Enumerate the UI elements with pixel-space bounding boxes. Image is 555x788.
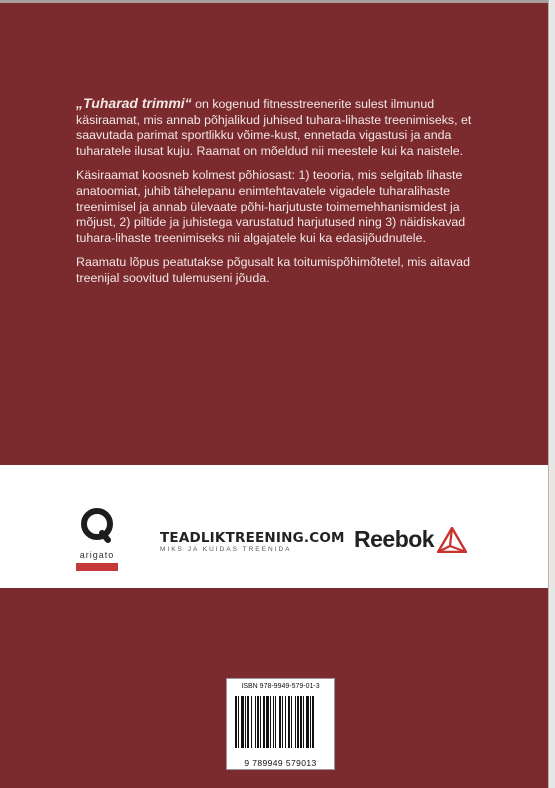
- barcode-stripe: [297, 696, 299, 748]
- reebok-logo: [354, 526, 467, 553]
- teadliktreening-logo: [160, 530, 345, 553]
- teadliktreening-tagline: MIKS JA KUIDAS TREENIDA: [160, 546, 292, 553]
- barcode-bars: [235, 696, 327, 754]
- barcode-stripe: [300, 696, 302, 748]
- blurb-paragraph-3: Raamatu lõpus peatutakse põgusalt ka toitumispõhimõtetel, mis aitavad treenijal soovitud tulemuseni jõuda.: [76, 255, 470, 285]
- blurb-paragraph-1: [76, 96, 481, 159]
- barcode-stripe: [270, 696, 271, 748]
- teadliktreening-wordmark: TEADLIKTREENING.COM: [160, 530, 345, 546]
- barcode-stripe: [279, 696, 281, 748]
- barcode-stripe: [295, 696, 296, 748]
- blurb-text: [76, 96, 481, 296]
- barcode-stripe: [288, 696, 290, 748]
- barcode-stripe: [255, 696, 256, 748]
- reebok-wordmark: Reebok: [354, 526, 435, 552]
- barcode-stripe: [245, 696, 246, 748]
- barcode-stripe: [257, 696, 259, 748]
- barcode-stripe: [275, 696, 276, 748]
- barcode-stripe: [282, 696, 283, 748]
- blurb-paragraph-1-text: on kogenud fitnesstreenerite sulest ilmunud käsiraamat, mis annab põhjalikud juhised tuhara-lihaste treenimiseks, et saavutada parimat sportlikku võime-kust, ennetada vigastusi ja anda tuharatele ilusat kuju. Raamat on mõeldud nii meestele kui ka naistele.: [76, 97, 472, 158]
- barcode-digits: 9 789949 579013: [244, 758, 317, 768]
- barcode-stripe: [238, 696, 239, 748]
- barcode-stripe: [303, 696, 304, 748]
- isbn-number: ISBN 978-9949-579-01-3: [241, 683, 320, 690]
- barcode-stripe: [273, 696, 274, 748]
- barcode-stripe: [285, 696, 286, 748]
- arigato-logo: [75, 505, 119, 571]
- book-title: „Tuharad trimmi“: [76, 95, 192, 111]
- barcode-stripe: [251, 696, 252, 748]
- reebok-delta-icon: [437, 527, 467, 553]
- barcode-stripe: [306, 696, 309, 748]
- arigato-icon: [78, 505, 116, 543]
- barcode-stripe: [235, 696, 237, 748]
- arigato-wordmark: arigato: [79, 550, 115, 560]
- barcode-stripe: [263, 696, 265, 748]
- barcode-stripe: [291, 696, 292, 748]
- top-strip: [0, 0, 548, 3]
- barcode-stripe: [260, 696, 261, 748]
- barcode-stripe: [241, 696, 244, 748]
- barcode-stripe: [247, 696, 249, 748]
- barcode-stripe: [266, 696, 269, 748]
- barcode-stripe: [310, 696, 311, 748]
- arigato-red-bar: [76, 563, 118, 571]
- barcode-stripe: [312, 696, 314, 748]
- blurb-paragraph-2: Käsiraamat koosneb kolmest põhiosast: 1) teooria, mis selgitab lihaste anatoomiat, juhib tähelepanu enimtehtavatele vigadele tuharalihaste treenimisel ja annab ülevaate põhi-harjutuste toimemehhanismidest ja mõjust, 2) piltide ja juhistega varustatud harjutused ning 3) näidiskavad tuhara-lihaste treenimiseks nii algajatele kui ka edasijõudnutele.: [76, 168, 466, 245]
- barcode: [226, 678, 335, 770]
